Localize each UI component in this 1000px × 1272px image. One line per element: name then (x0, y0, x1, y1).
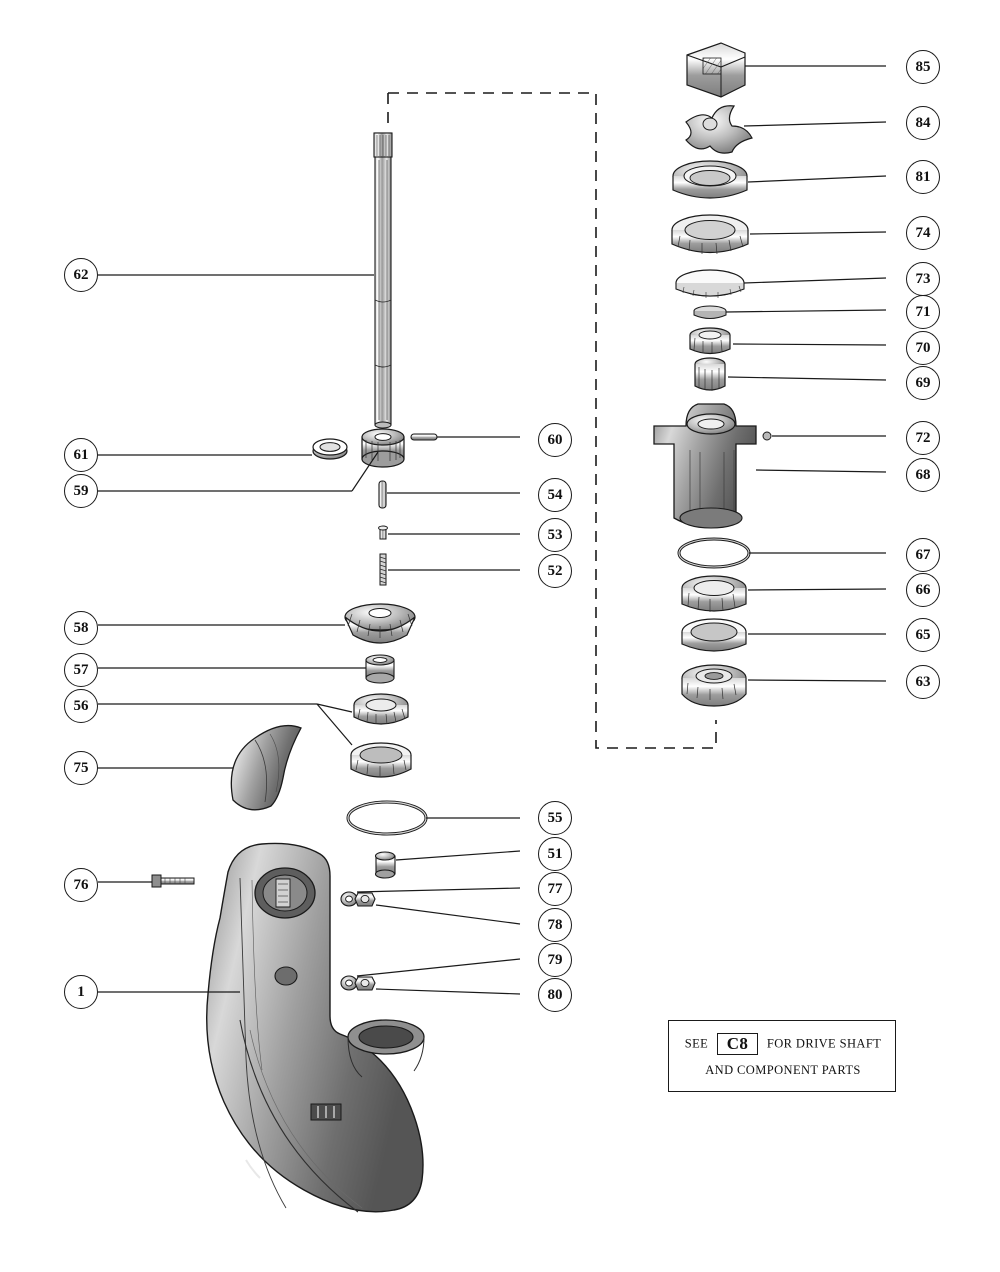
callout-78[interactable]: 78 (538, 908, 572, 942)
note-see-label: SEE (684, 1036, 709, 1051)
callout-73[interactable]: 73 (906, 262, 940, 296)
callout-72[interactable]: 72 (906, 421, 940, 455)
reference-note-box (668, 1020, 896, 1092)
callout-76[interactable]: 76 (64, 868, 98, 902)
callout-71[interactable]: 71 (906, 295, 940, 329)
callout-55[interactable]: 55 (538, 801, 572, 835)
reference-note-line-1 (669, 1033, 897, 1055)
callout-52[interactable]: 52 (538, 554, 572, 588)
callout-79[interactable]: 79 (538, 943, 572, 977)
callout-65[interactable]: 65 (906, 618, 940, 652)
callout-77[interactable]: 77 (538, 872, 572, 906)
callout-81[interactable]: 81 (906, 160, 940, 194)
callout-61[interactable]: 61 (64, 438, 98, 472)
callout-53[interactable]: 53 (538, 518, 572, 552)
callout-56[interactable]: 56 (64, 689, 98, 723)
callout-60[interactable]: 60 (538, 423, 572, 457)
callout-51[interactable]: 51 (538, 837, 572, 871)
callout-58[interactable]: 58 (64, 611, 98, 645)
callout-68[interactable]: 68 (906, 458, 940, 492)
callout-80[interactable]: 80 (538, 978, 572, 1012)
callout-59[interactable]: 59 (64, 474, 98, 508)
callout-63[interactable]: 63 (906, 665, 940, 699)
callout-74[interactable]: 74 (906, 216, 940, 250)
callout-57[interactable]: 57 (64, 653, 98, 687)
note-reference-code[interactable]: C8 (717, 1033, 759, 1055)
callout-67[interactable]: 67 (906, 538, 940, 572)
callout-69[interactable]: 69 (906, 366, 940, 400)
callout-75[interactable]: 75 (64, 751, 98, 785)
note-tail-label: FOR DRIVE SHAFT (766, 1036, 882, 1051)
callout-66[interactable]: 66 (906, 573, 940, 607)
callout-84[interactable]: 84 (906, 106, 940, 140)
callout-85[interactable]: 85 (906, 50, 940, 84)
callout-62[interactable]: 62 (64, 258, 98, 292)
callout-70[interactable]: 70 (906, 331, 940, 365)
callout-1[interactable]: 1 (64, 975, 98, 1009)
callout-54[interactable]: 54 (538, 478, 572, 512)
reference-note-line-2: AND COMPONENT PARTS (705, 1063, 861, 1077)
